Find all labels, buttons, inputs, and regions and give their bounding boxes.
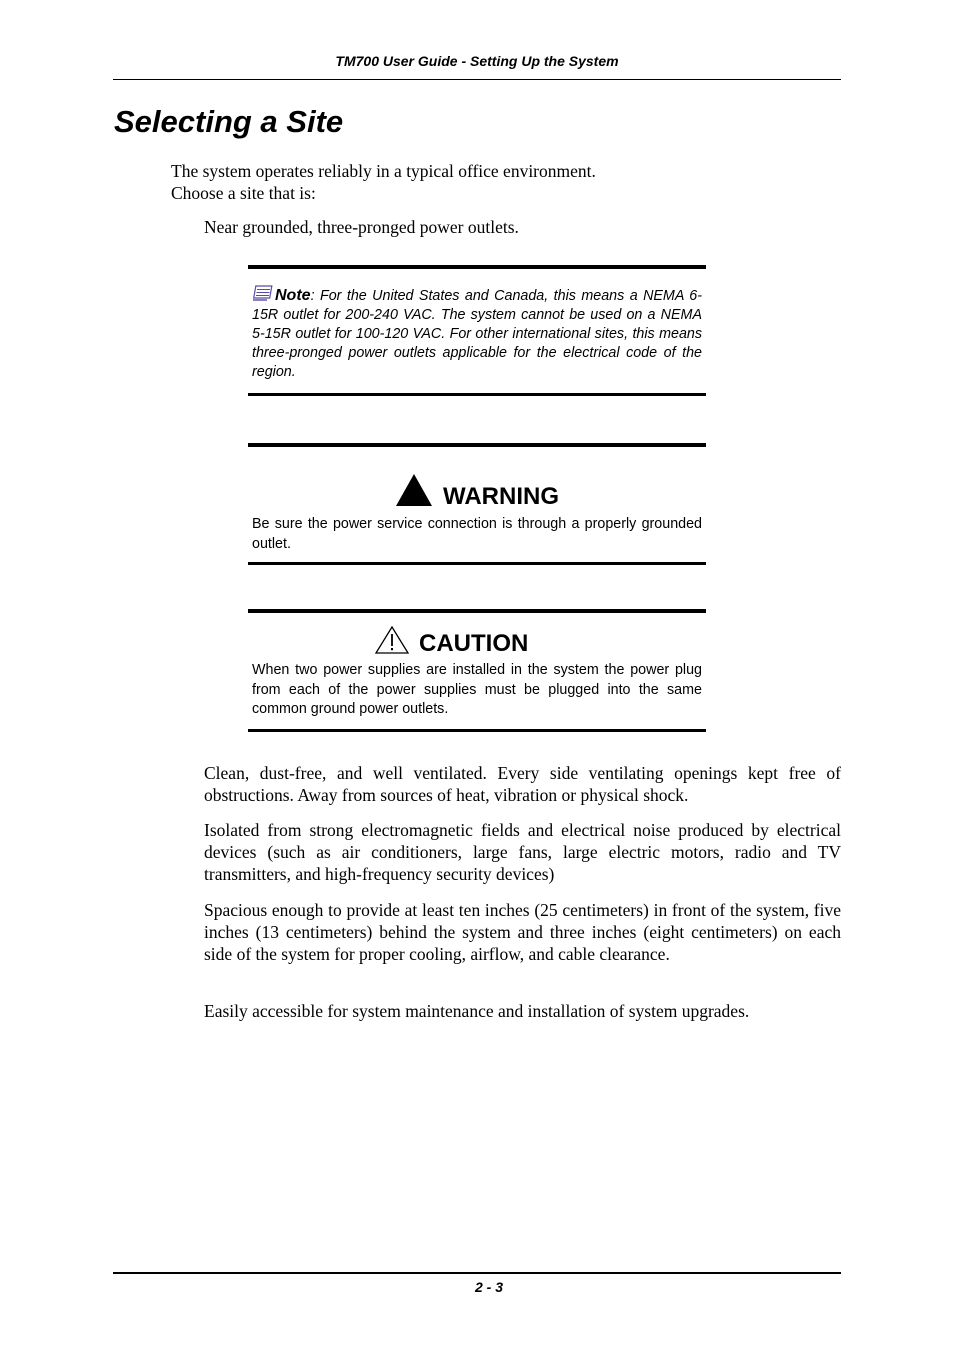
warning-triangle-filled-icon — [395, 473, 433, 507]
requirement-isolated: Isolated from strong electromagnetic fields and electrical noise produced by electrical devices (such as air conditioners, large fans, large electric motors, radio and TV transmitters, and high-frequency security devices) — [204, 820, 841, 884]
note-box — [248, 265, 706, 396]
note-paragraph — [252, 285, 702, 382]
requirement-accessible: Easily accessible for system maintenance and installation of system upgrades. — [204, 1001, 750, 1021]
intro-paragraph — [171, 160, 771, 204]
note-text: For the United States and Canada, this means a NEMA 6-15R outlet for 200-240 VAC. The system cannot be used on a NEMA 5-15R outlet for 100-120 VAC. For other international sites, this means three-pronged power outlets applicable for the electrical code of the region. — [252, 288, 702, 380]
header-rule — [113, 79, 841, 80]
caution-heading-label: CAUTION — [419, 630, 529, 657]
warning-heading-label: WARNING — [443, 483, 559, 510]
note-label: Note — [275, 287, 311, 304]
note-body — [248, 285, 706, 382]
page-number: 2 - 3 — [474, 1279, 503, 1295]
caution-heading — [248, 625, 706, 661]
intro-line: Choose a site that is: — [171, 183, 316, 203]
warning-heading — [248, 471, 706, 511]
caution-triangle-outline-icon — [374, 625, 410, 655]
footer-rule — [113, 1272, 841, 1274]
intro-line: The system operates reliably in a typical office environment. — [171, 161, 596, 181]
warning-text: Be sure the power service connection is through a properly grounded outlet. — [252, 516, 702, 552]
requirement-spacious: Spacious enough to provide at least ten inches (25 centimeters) in front of the system, five inches (13 centimeters) behind the system and three inches (eight centimeters) on each side of the system for proper cooling, airflow, and cable clearance. — [204, 900, 841, 964]
note-pad-icon — [252, 285, 274, 302]
warning-box — [248, 443, 706, 565]
requirement-grounded-outlets: Near grounded, three-pronged power outlets. — [204, 217, 519, 237]
note-colon: : — [310, 288, 315, 304]
caution-box — [248, 609, 706, 732]
running-header: TM700 User Guide - Setting Up the System — [335, 53, 619, 69]
section-title: Selecting a Site — [114, 104, 344, 139]
caution-text: When two power supplies are installed in the system the power plug from each of the power supplies must be plugged into the same common ground power outlets. — [252, 662, 702, 717]
requirement-clean-ventilated: Clean, dust-free, and well ventilated. Every side ventilating openings kept free of obstructions. Away from sources of heat, vibration or physical shock. — [204, 763, 841, 805]
